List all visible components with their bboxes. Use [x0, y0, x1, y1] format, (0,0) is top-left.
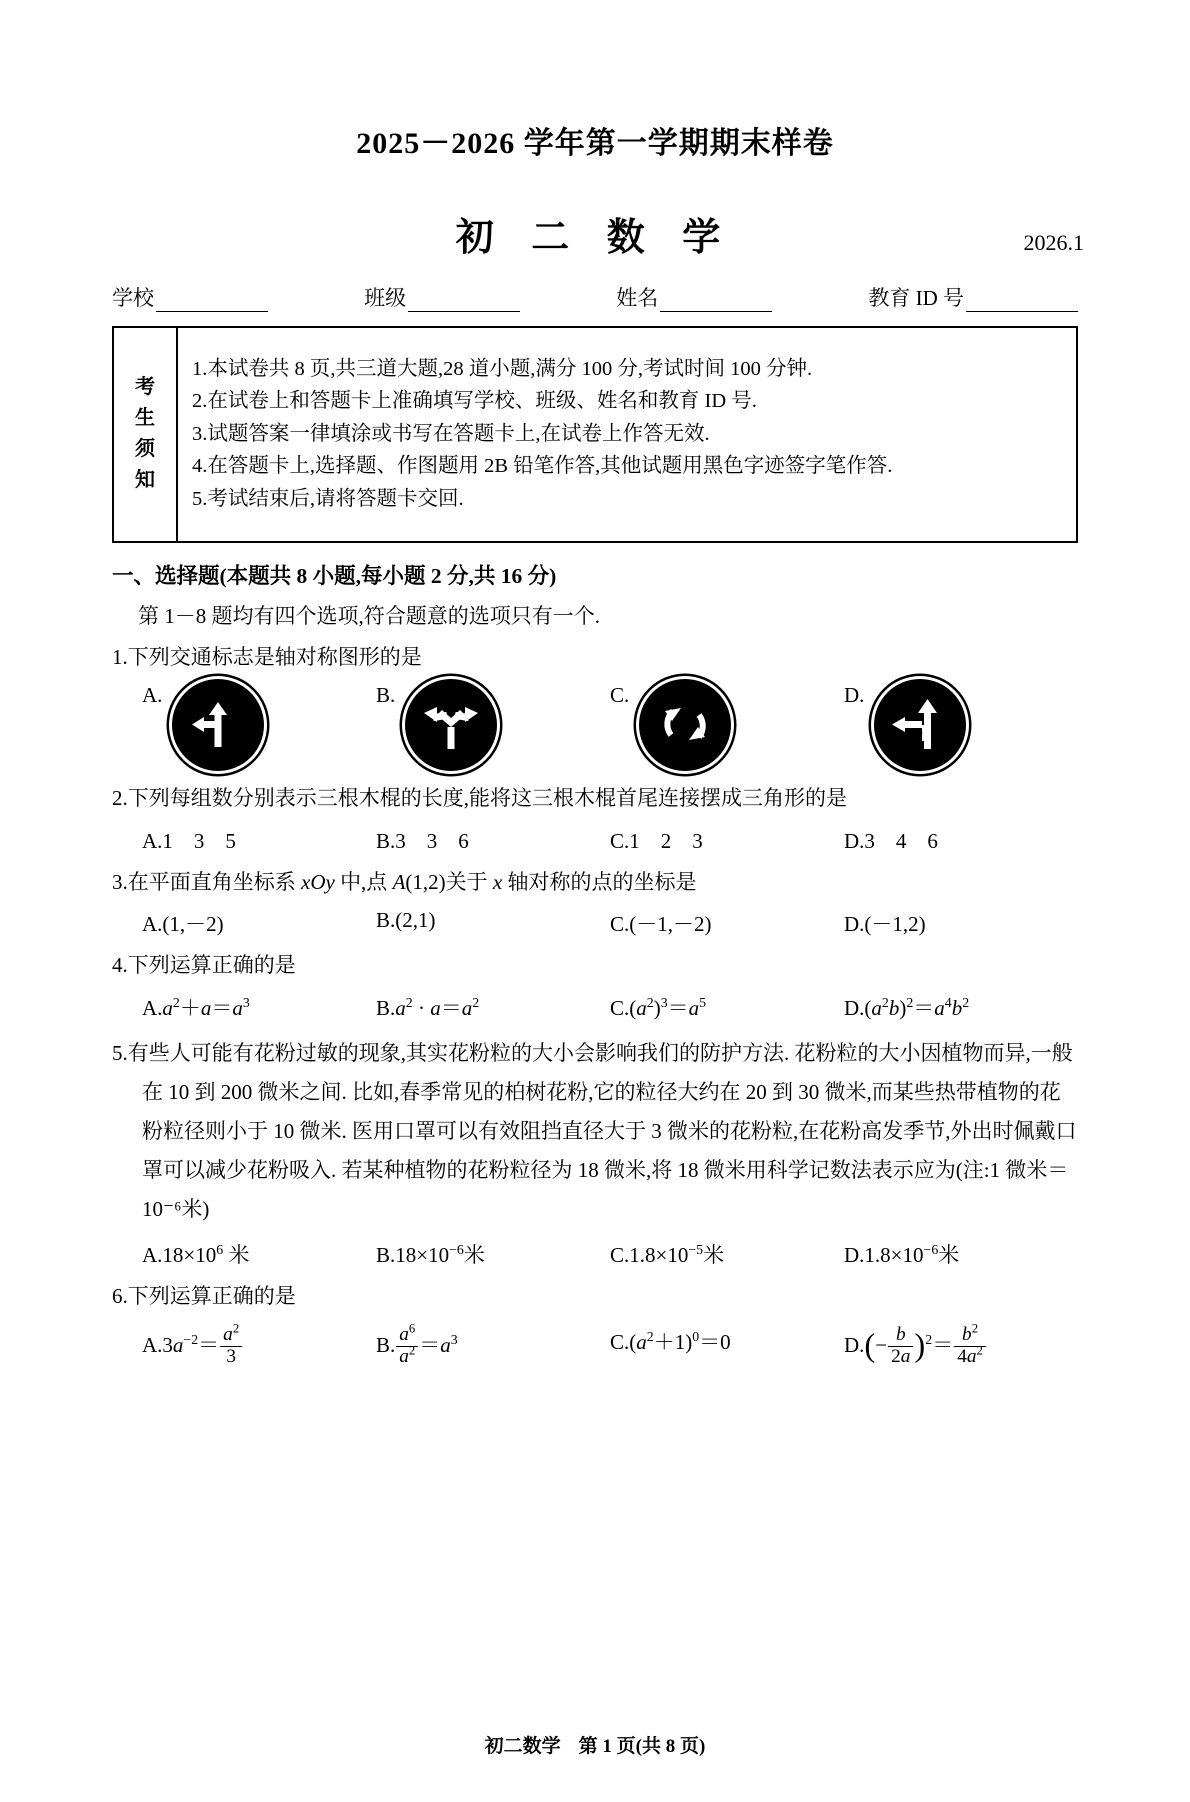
- field-school: [112, 282, 268, 312]
- option-c-letter: C.: [610, 995, 630, 1020]
- question-3-number: 3.: [112, 869, 128, 894]
- option-a-letter: A.: [142, 1242, 163, 1267]
- question-2-stem: [112, 783, 1078, 815]
- subject-title: 初 二 数 学: [455, 217, 735, 259]
- question-4-text: 下列运算正确的是: [127, 953, 296, 978]
- option-c-letter: C.: [610, 1330, 630, 1355]
- option-b[interactable]: B. $\frac{a^6}{a^2}$ $=a^3$: [376, 1321, 458, 1368]
- footer-subject: 初二数学: [484, 1736, 561, 1757]
- question-5-text: 有些人可能有花粉过敏的现象,其实花粉粒的大小会影响我们的防护方法. 花粉粒的大小因植物而异,一般在 10 到 200 微米之间. 比如,春季常见的柏树花粉,它的粒径大约在 20 到 30 微米,而某些热带植物的花粉粒径则小于 10 微米. 医用口罩可以有效阻挡直径大于 3 微米的花粉粒,在花粉高发季节,外出时佩戴口罩可以减少花粉吸入. 若某种植物的花粉粒径为 18 微米,将 18 微米用科学记数法表示应为(注:1 微米＝10⁻⁶米): [127, 1040, 1077, 1221]
- option-d[interactable]: D.(－1,2): [844, 912, 926, 937]
- page-footer: [0, 1731, 1190, 1758]
- field-school-label: 学校: [112, 286, 154, 310]
- option-b[interactable]: $B.a^2 \cdot a=a^2$: [376, 994, 480, 1020]
- question-3-text-b: 中,点: [334, 869, 393, 894]
- option-c-letter: C.: [610, 683, 630, 708]
- option-a[interactable]: $A.18\times 10^6$ 米: [142, 1241, 250, 1267]
- field-education-id-input[interactable]: [966, 291, 1078, 312]
- option-b[interactable]: B.3 3 6: [376, 828, 469, 853]
- option-d[interactable]: D.(− $\frac{b}{2a}$ )$^2$＝ $\frac{b^2}{4a^2}$: [844, 1326, 1078, 1369]
- option-c[interactable]: C.1 2 3: [610, 828, 703, 853]
- notice-list: [178, 344, 1076, 525]
- notice-title-char-3: 须: [135, 438, 155, 461]
- option-a[interactable]: $A.3a^{-2}=$ $\frac{a^2}{3}$: [142, 1326, 376, 1369]
- question-3-text-a: 在平面直角坐标系: [127, 869, 301, 894]
- question-6-options: [112, 1321, 1078, 1369]
- option-d-letter: D.: [844, 1333, 865, 1358]
- option-a[interactable]: A.1 3 5: [142, 828, 236, 853]
- question-6-text: 下列运算正确的是: [127, 1283, 296, 1308]
- option-a-letter: A.: [142, 683, 163, 708]
- question-4-stem: [112, 950, 1078, 982]
- question-4-number: 4.: [112, 953, 128, 978]
- question-3-point-symbol: A: [392, 869, 406, 894]
- option-c[interactable]: $C.(a^2)^3=a^5$: [610, 994, 707, 1020]
- field-class-label: 班级: [364, 286, 407, 310]
- field-name-label: 姓名: [616, 286, 659, 310]
- page-title: 2025－2026 学年第一学期期末样卷: [356, 127, 834, 160]
- question-2-options: [112, 825, 1078, 855]
- question-5-stem: [112, 1034, 1078, 1229]
- option-c[interactable]: $C.(a^2+1)^0=0$: [610, 1329, 731, 1355]
- question-3-x-symbol: x: [492, 869, 503, 894]
- exam-page: [0, 118, 1190, 1802]
- option-d[interactable]: $D.(a^2b)^2=a^4b^2$: [844, 994, 970, 1020]
- question-2: [112, 783, 1078, 855]
- traffic-sign-straight-and-left-u-icon: [874, 679, 966, 771]
- option-b-letter: B.: [376, 683, 396, 708]
- question-5-number: 5.: [112, 1040, 128, 1065]
- notice-item: 5.考试结束后,请将答题卡交回.: [192, 487, 464, 510]
- notice-item: 4.在答题卡上,选择题、作图题用 2B 铅笔作答,其他试题用黑色字迹签字笔作答.: [192, 455, 893, 478]
- option-d[interactable]: [844, 679, 1078, 771]
- notice-title: [114, 328, 178, 541]
- question-4-options: [112, 992, 1078, 1022]
- option-b-letter: B.: [376, 995, 396, 1020]
- section-heading: 一、选择题(本题共 8 小题,每小题 2 分,共 16 分): [112, 563, 557, 588]
- question-3-text-c: (1,2)关于: [405, 869, 493, 894]
- option-b-letter: B.: [376, 1333, 396, 1358]
- option-d-letter: D.: [844, 683, 865, 708]
- option-d[interactable]: D.3 4 6: [844, 828, 938, 853]
- question-6: [112, 1281, 1078, 1369]
- question-5: [112, 1034, 1078, 1269]
- notice-item: 2.在试卷上和答题卡上准确填写学校、班级、姓名和教育 ID 号.: [192, 390, 757, 413]
- option-d-letter: D.: [844, 1242, 865, 1267]
- student-info-row: [112, 282, 1078, 312]
- option-b[interactable]: B.(2,1): [376, 908, 436, 933]
- traffic-sign-roundabout-icon: [639, 679, 731, 771]
- question-4: [112, 950, 1078, 1022]
- option-a-letter: A.: [142, 995, 163, 1020]
- notice-title-char-1: 考: [135, 376, 155, 399]
- question-2-number: 2.: [112, 786, 128, 811]
- exam-date: 2026.1: [1023, 230, 1084, 255]
- option-a-letter: A.: [142, 1333, 163, 1358]
- option-c-letter: C.: [610, 1242, 630, 1267]
- notice-item: 1.本试卷共 8 页,共三道大题,28 道小题,满分 100 分,考试时间 100 分钟.: [192, 357, 813, 380]
- option-b[interactable]: $B.18\times 10^{-6}$米: [376, 1241, 485, 1267]
- question-6-number: 6.: [112, 1283, 128, 1308]
- question-1-stem: [112, 642, 1078, 674]
- question-5-options: [112, 1239, 1078, 1269]
- field-class: [364, 282, 520, 312]
- question-3-stem: [112, 867, 1078, 899]
- question-3-options: [112, 908, 1078, 938]
- section-subheading: 第 1－8 题均有四个选项,符合题意的选项只有一个.: [138, 603, 600, 628]
- option-c[interactable]: [610, 679, 844, 771]
- option-b[interactable]: [376, 679, 610, 771]
- field-class-input[interactable]: [408, 291, 520, 312]
- field-school-input[interactable]: [156, 291, 268, 312]
- question-1: [112, 642, 1078, 772]
- footer-page-number: 第 1 页(共 8 页): [578, 1736, 706, 1757]
- notice-item: 3.试题答案一律填涂或书写在答题卡上,在试卷上作答无效.: [192, 422, 710, 445]
- option-b-letter: B.: [376, 1242, 396, 1267]
- notice-title-char-4: 知: [135, 469, 155, 492]
- question-6-stem: [112, 1281, 1078, 1313]
- field-education-id: [868, 282, 1078, 312]
- field-name: [616, 282, 772, 312]
- option-c[interactable]: C.(－1,－2): [610, 912, 712, 937]
- question-2-text: 下列每组数分别表示三根木棍的长度,能将这三根木棍首尾连接摆成三角形的是: [127, 786, 847, 811]
- traffic-sign-fork-left-right-icon: [405, 679, 497, 771]
- option-a[interactable]: $A.a^2+a=a^3$: [142, 994, 250, 1020]
- option-c[interactable]: $C.1.8\times 10^{-5}$米: [610, 1241, 725, 1267]
- question-3: [112, 867, 1078, 939]
- field-education-id-label: 教育 ID 号: [868, 286, 964, 310]
- notice-title-char-2: 生: [135, 407, 155, 430]
- notice-box: [112, 326, 1078, 543]
- question-1-text: 下列交通标志是轴对称图形的是: [127, 644, 422, 669]
- subject-row: [112, 206, 1084, 259]
- field-name-input[interactable]: [660, 291, 772, 312]
- traffic-sign-straight-or-left-icon: [172, 679, 264, 771]
- question-1-options: [112, 679, 1078, 771]
- option-d[interactable]: $D.1.8\times 10^{-6}$米: [844, 1241, 960, 1267]
- option-a[interactable]: A.(1,－2): [142, 912, 224, 937]
- question-3-text-d: 轴对称的点的坐标是: [502, 869, 697, 894]
- question-1-number: 1.: [112, 644, 128, 669]
- option-d-letter: D.: [844, 995, 865, 1020]
- option-a[interactable]: [142, 679, 376, 771]
- question-3-axes-symbol: xOy: [301, 869, 335, 894]
